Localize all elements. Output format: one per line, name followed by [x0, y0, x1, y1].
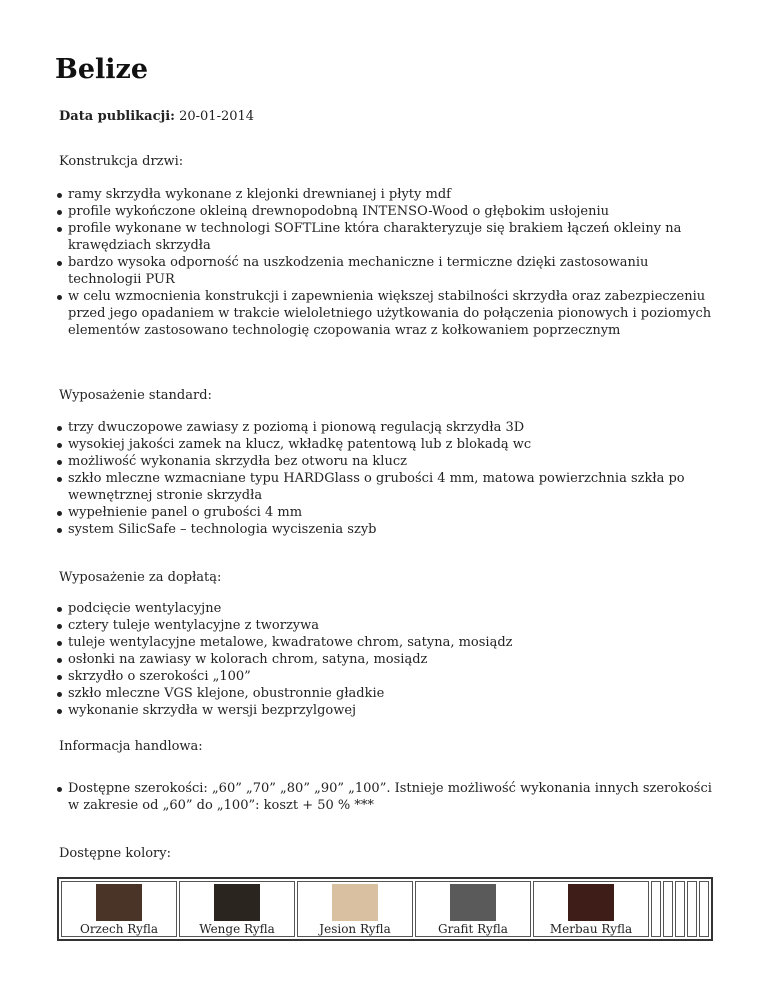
- color-swatch-label: Merbau Ryfla: [549, 922, 633, 936]
- color-swatch: [568, 884, 614, 921]
- color-swatch-cell: [297, 881, 413, 937]
- list-item: wypełnienie panel o grubości 4 mm: [54, 504, 714, 521]
- color-swatch-label: Jesion Ryfla: [319, 922, 391, 936]
- list-item: osłonki na zawiasy w kolorach chrom, satyna, mosiądz: [54, 651, 714, 668]
- list-item: szkło mleczne wzmacniane typu HARDGlass o grubości 4 mm, matowa powierzchnia szkła po wewnętrznej stronie skrzydła: [54, 470, 714, 504]
- list-item: profile wykończone okleiną drewnopodobną INTENSO-Wood o głębokim usłojeniu: [54, 203, 714, 220]
- color-swatch: [214, 884, 260, 921]
- colors-section-title: Dostępne kolory:: [59, 846, 171, 861]
- empty-table-cell: [699, 881, 709, 937]
- list-item: szkło mleczne VGS klejone, obustronnie gładkie: [54, 685, 714, 702]
- color-swatch: [96, 884, 142, 921]
- color-swatch-cell: [179, 881, 295, 937]
- color-swatch-cell: [415, 881, 531, 937]
- commercial-list: [54, 780, 724, 814]
- list-item: wykonanie skrzydła w wersji bezprzylgowej: [54, 702, 714, 719]
- list-item: podcięcie wentylacyjne: [54, 600, 714, 617]
- empty-table-cell: [651, 881, 661, 937]
- colors-table: [57, 877, 713, 941]
- list-item: bardzo wysoka odporność na uszkodzenia mechaniczne i termiczne dzięki zastosowaniu technologii PUR: [54, 254, 714, 288]
- list-item: ramy skrzydła wykonane z klejonki drewnianej i płyty mdf: [54, 186, 714, 203]
- construction-section-title: Konstrukcja drzwi:: [59, 154, 184, 169]
- construction-list: [54, 186, 714, 339]
- color-swatch-label: Wenge Ryfla: [199, 922, 275, 936]
- list-item: możliwość wykonania skrzydła bez otworu na klucz: [54, 453, 714, 470]
- publication-date: [59, 108, 254, 126]
- color-swatch: [450, 884, 496, 921]
- empty-table-cell: [663, 881, 673, 937]
- list-item: profile wykonane w technologi SOFTLine która charakteryzuje się brakiem łączeń okleiny na krawędziach skrzydła: [54, 220, 714, 254]
- list-item: trzy dwuczopowe zawiasy z poziomą i pionową regulacją skrzydła 3D: [54, 419, 714, 436]
- list-item: system SilicSafe – technologia wyciszenia szyb: [54, 521, 714, 538]
- list-item: wysokiej jakości zamek na klucz, wkładkę patentową lub z blokadą wc: [54, 436, 714, 453]
- color-swatch: [332, 884, 378, 921]
- empty-table-cell: [675, 881, 685, 937]
- empty-table-cell: [687, 881, 697, 937]
- color-swatch-label: Grafit Ryfla: [438, 922, 508, 936]
- standard-section-title: Wyposażenie standard:: [59, 388, 212, 403]
- standard-list: [54, 419, 714, 538]
- extra-list: [54, 600, 714, 719]
- color-swatch-cell: [61, 881, 177, 937]
- publication-date-label: Data publikacji:: [59, 109, 175, 124]
- list-item: tuleje wentylacyjne metalowe, kwadratowe chrom, satyna, mosiądz: [54, 634, 714, 651]
- publication-date-value: 20-01-2014: [179, 109, 255, 124]
- list-item: w celu wzmocnienia konstrukcji i zapewnienia większej stabilności skrzydła oraz zabezpieczeniu przed jego opadaniem w trakcie wieloletniego użytkowania do połączenia pionowych i poziomych elementów zastosowano technologię czopowania wraz z kołkowaniem poprzecznym: [54, 288, 714, 339]
- color-swatch-label: Orzech Ryfla: [79, 922, 159, 936]
- page-title: Belize: [55, 54, 149, 85]
- list-item: cztery tuleje wentylacyjne z tworzywa: [54, 617, 714, 634]
- color-swatch-cell: [533, 881, 649, 937]
- list-item: Dostępne szerokości: „60” „70” „80” „90” „100”. Istnieje możliwość wykonania innych szerokości w zakresie od „60” do „100”: koszt + 50 % ***: [54, 780, 724, 814]
- extra-section-title: Wyposażenie za dopłatą:: [59, 570, 222, 585]
- commercial-section-title: Informacja handlowa:: [59, 739, 203, 754]
- list-item: skrzydło o szerokości „100”: [54, 668, 714, 685]
